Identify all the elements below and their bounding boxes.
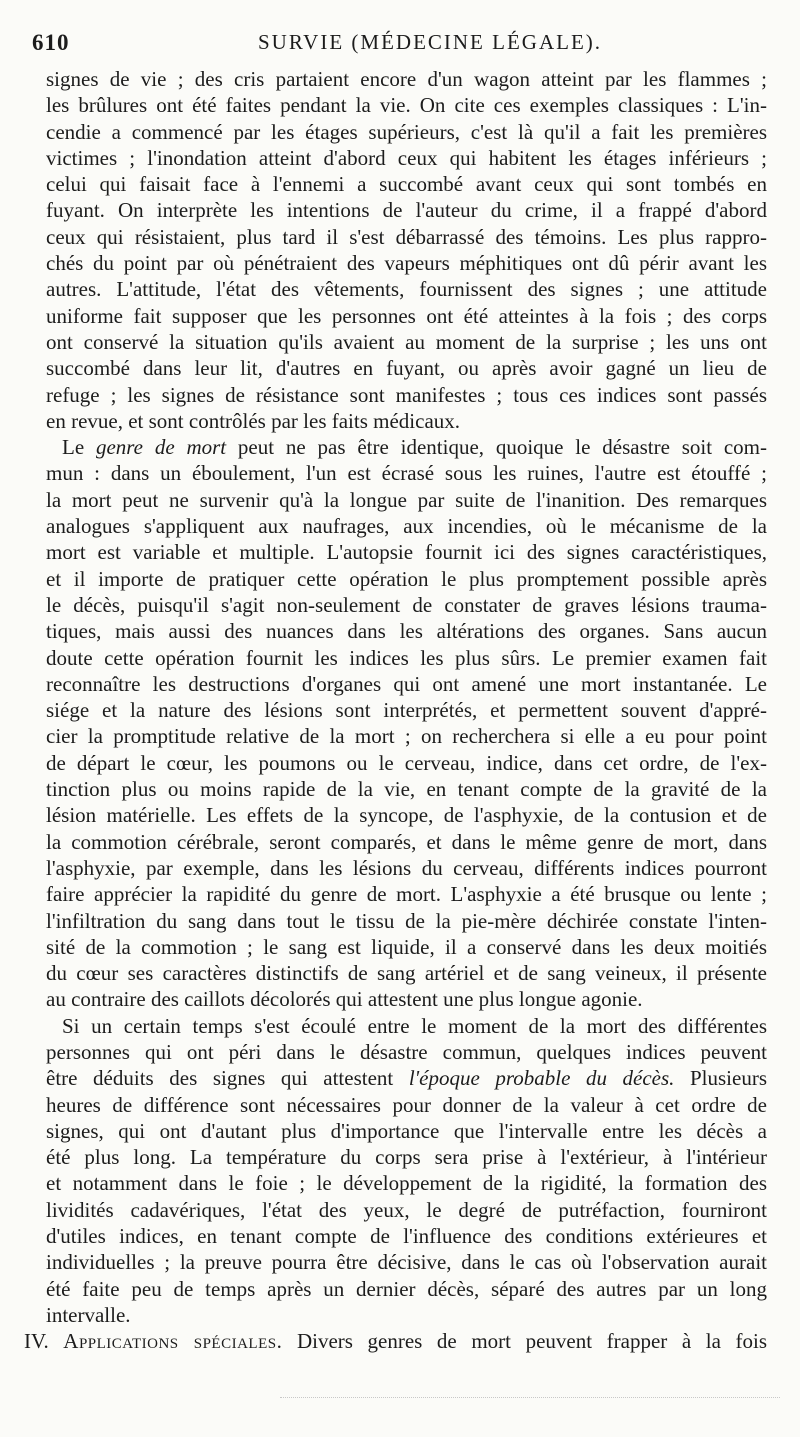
bleed-through-mark (280, 1397, 780, 1400)
text-line: lividités cadavériques, l'état des yeux, le degré de putréfaction, fourniront (46, 1197, 767, 1222)
text-line: faire apprécier la rapidité du genre de mort. L'asphyxie a été brusque ou lente ; (46, 882, 767, 907)
section-text: Divers genres de mort peuvent frapper à la fois (296, 1329, 768, 1354)
text-line: signes de vie ; des cris partaient encore d'un wagon atteint par les flammes ; (46, 67, 767, 91)
body-text (24, 66, 768, 1355)
text-line: Si un certain temps s'est écoulé entre le moment de la mort des différentes (62, 1013, 767, 1038)
text-line: celui qui faisait face à l'ennemi a succombé avant ceux qui sont tombés en (46, 172, 767, 197)
text-line: et il importe de pratiquer cette opération le plus promptement possible après (46, 566, 767, 591)
text-line: le décès, puisqu'il s'agit non-seulement de constater de graves lésions trauma- (46, 592, 767, 617)
text-line: heures de différence sont nécessaires pour donner de la valeur à cet ordre de (46, 1092, 767, 1117)
text-line: été faite peu de temps après un dernier décès, séparé des autres par un long (46, 1276, 767, 1301)
page-header (32, 30, 770, 60)
section-heading-line (24, 1328, 767, 1354)
text-line (46, 1065, 767, 1091)
text-line: la commotion cérébrale, seront comparés, et dans le même genre de mort, dans (46, 829, 767, 854)
text-line: lésion matérielle. Les effets de la syncope, de l'asphyxie, de la contusion et de (46, 803, 767, 828)
italic-phrase: l'époque probable du décès. (408, 1066, 675, 1091)
paragraph-1 (46, 66, 767, 434)
text-line: de départ le cœur, les poumons ou le cerveau, indice, dans cet ordre, de l'ex- (46, 750, 767, 775)
text-line: mun : dans un éboulement, l'un est écrasé sous les ruines, l'autre est étouffé ; (46, 461, 767, 486)
text-line: la mort peut ne survenir qu'à la longue par suite de l'inanition. Des remarques (46, 487, 767, 512)
text-line: siége et la nature des lésions sont interprétés, et permettent souvent d'appré- (46, 698, 767, 723)
running-title: SURVIE (MÉDECINE LÉGALE). (258, 30, 603, 54)
text-line: victimes ; l'inondation atteint d'abord ceux qui habitent les étages inférieurs ; (46, 145, 767, 170)
text-line: cendie a commencé par les étages supérieurs, c'est là qu'il a fait les premières (46, 119, 767, 144)
text-line: ont conservé la situation qu'ils avaient au moment de la surprise ; les uns ont (46, 329, 767, 354)
text-line: fuyant. On interprète les intentions de l'auteur du crime, il a frappé d'abord (46, 198, 767, 223)
italic-phrase: genre de mort (95, 435, 227, 460)
text-line: reconnaître les destructions d'organes qui ont amené une mort instantanée. Le (46, 671, 767, 696)
text-line: au contraire des caillots décolorés qui attestent une plus longue agonie. (46, 987, 643, 1012)
text-line: l'infiltration du sang dans tout le tissu de la pie-mère déchirée constate l'inten- (46, 908, 767, 933)
text-line: signes, qui ont d'autant plus d'importance que l'intervalle entre les décès a (46, 1118, 767, 1143)
text-run: Plusieurs (674, 1066, 767, 1091)
text-line: intervalle. (46, 1302, 131, 1327)
text-line: ceux qui résistaient, plus tard il s'est débarrassé des témoins. Les plus rappro- (46, 224, 767, 249)
paragraph-3 (46, 1013, 767, 1329)
text-run: être déduits des signes qui attestent (46, 1066, 409, 1091)
paragraph-2 (46, 434, 767, 1013)
text-line: chés du point par où pénétraient des vapeurs méphitiques ont dû périr avant les (46, 251, 767, 276)
text-line: en revue, et sont contrôlés par les faits médicaux. (46, 408, 461, 433)
section-heading: Applications spéciales. (63, 1329, 283, 1354)
text-line: succombé dans leur lit, d'autres en fuyant, ou après avoir gagné un lieu de (46, 356, 767, 381)
text-line: cier la promptitude relative de la mort ; on recherchera si elle a eu pour point (46, 724, 767, 749)
text-line: individuelles ; la preuve pourra être décisive, dans le cas où l'observation aurait (46, 1250, 767, 1275)
text-line: été plus long. La température du corps sera prise à l'extérieur, à l'intérieur (46, 1145, 767, 1170)
text-line: tinction plus ou moins rapide de la vie, en tenant compte de la gravité de la (46, 777, 767, 802)
text-line: mort est variable et multiple. L'autopsie fournit ici des signes caractéristiques, (46, 540, 767, 565)
text-line: uniforme fait supposer que les personnes ont été atteintes à la fois ; des corps (46, 303, 767, 328)
text-line: analogues s'appliquent aux naufrages, aux incendies, où le mécanisme de la (46, 514, 767, 539)
text-line: l'asphyxie, par exemple, dans les lésions du cerveau, différents indices pourront (46, 855, 767, 880)
section-number: IV. (24, 1329, 49, 1354)
page-number: 610 (32, 30, 70, 55)
text-line (46, 434, 767, 460)
text-line: du cœur ses caractères distinctifs de sang artériel et de sang veineux, il présente (46, 961, 767, 986)
text-run: peut ne pas être identique, quoique le désastre soit com- (226, 435, 767, 460)
text-line: personnes qui ont péri dans le désastre commun, quelques indices peuvent (46, 1039, 767, 1064)
text-line: refuge ; les signes de résistance sont manifestes ; tous ces indices sont passés (46, 382, 767, 407)
section-4 (24, 1328, 768, 1354)
text-line: sité de la commotion ; le sang est liquide, il a conservé dans les deux moitiés (46, 934, 767, 959)
text-run: Le (62, 435, 96, 460)
text-line: autres. L'attitude, l'état des vêtements, fournissent des signes ; une attitude (46, 277, 767, 302)
text-line: tiques, mais aussi des nuances dans les altérations des organes. Sans aucun (46, 619, 767, 644)
text-line: et notamment dans le foie ; le développement de la rigidité, la formation des (46, 1171, 767, 1196)
text-line: d'utiles indices, en tenant compte de l'influence des conditions extérieures et (46, 1224, 767, 1249)
text-line: les brûlures ont été faites pendant la vie. On cite ces exemples classiques : L'in- (46, 93, 767, 118)
text-line: doute cette opération fournit les indices les plus sûrs. Le premier examen fait (46, 645, 767, 670)
